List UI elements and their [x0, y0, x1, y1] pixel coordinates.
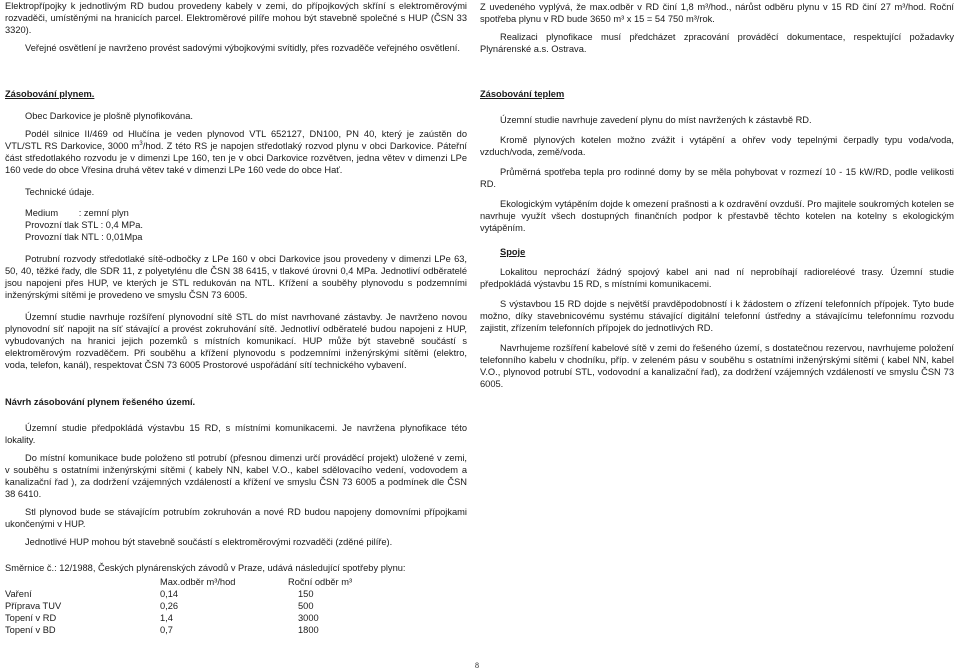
page-number: 8: [475, 661, 479, 670]
table-header-row: [5, 576, 352, 588]
table-cell: Vaření: [5, 589, 32, 599]
table-cell: 3000: [298, 613, 319, 623]
table-row: [5, 624, 352, 636]
heat-section: [480, 88, 954, 234]
gas-summary-section: [480, 1, 954, 55]
table-header-cell: Max.odběr m³/hod: [160, 577, 236, 587]
table-row: [5, 588, 352, 600]
solution-paragraph-2: Do místní komunikace bude položeno stl potrubí (přesnou dimenzi určí prováděcí projekt) uložené v zemi, v souběhu s ostatními inženýrskými sítěmi ( kabely NN, kabel V.O., kabel sdělovacího vedení, vodovodem a kanalizační řad ), za dodržení vzájemných vzdáleností a křížení ve smyslu ČSN 73 6005 a podmínek dle ČSN 38 6410.: [5, 453, 467, 499]
heat-paragraph-4: Ekologickým vytápěním dojde k omezení prašnosti a k ozdravění ovzduší. Pro majitele soukromých kotelen se navrhuje využít všech dostupných finančních podpor k přestavbě těchto kotelen na kotelny s ekologickým vytápěním.: [480, 199, 954, 233]
electric-paragraph: Elektropřípojky k jednotlivým RD budou provedeny kabely v zemi, do přípojkových skříní s elektroměrovými rozvaděči, umístěnými na hranicích parcel. Elektroměrové pilíře mohou být stavebně společné s HUP (ČSN 33 3320).: [5, 1, 467, 35]
gas-summary-paragraph: Z uvedeného vyplývá, že max.odběr v RD činí 1,8 m³/hod., nárůst odběru plynu v 15 RD činí 27 m³/hod. Roční spotřeba plynu v RD bude 3650 m³ x 15 = 54 750 m³/rok.: [480, 2, 954, 24]
solution-paragraph-4: Jednotlivé HUP mohou být stavebně součástí s elektroměrovými rozvaděči (zděné pilíře).: [25, 537, 393, 547]
tech-title: Technické údaje.: [25, 187, 95, 197]
gas-paragraph-3: Potrubní rozvody středotlaké sítě-odbočky z LPe 160 v obci Darkovice jsou provedeny v dimenzi LPe 63, 50, 40, těžké řady, dle SDR 11, z polyetylénu dle ČSN 38 6415, v tlakové úrovni 0,4 MPa. Jednotliví odběratelé jsou napojeni přes HUP, ve kterých je STL redukován na NTL. Křížení a souběhy plynovodu s podzemními inženýrskými sítěmi je provedeno ve smyslu ČSN 73 6005.: [5, 254, 467, 300]
table-cell: Topení v BD: [5, 625, 56, 635]
tech-medium: Medium : zemní plyn: [25, 208, 129, 218]
heat-paragraph-3: Průměrná spotřeba tepla pro rodinné domy by se měla pohybovat v rozmezí 10 - 15 kW/RD, podle velikosti RD.: [480, 167, 954, 189]
gas-solution-heading: Návrh zásobování plynem řešeného území.: [5, 397, 196, 407]
table-row: [5, 600, 352, 612]
table-header-cell: [5, 576, 160, 588]
gas-paragraph-1: Obec Darkovice je plošně plynofikována.: [25, 111, 193, 121]
solution-paragraph-3: Stl plynovod bude se stávajícím potrubím zokruhován a nové RD budou napojeny domovními přípojkami ukončenými v HUP.: [5, 507, 467, 529]
communications-heading: Spoje: [500, 247, 526, 257]
heat-paragraph-2: Kromě plynových kotelen možno zvážit i vytápění a ohřev vody tepelnými čerpadly typu voda/voda, vzduch/voda, země/voda.: [480, 135, 954, 157]
table-cell: Příprava TUV: [5, 601, 62, 611]
communications-section: [480, 246, 954, 390]
gas-paragraph-4: Územní studie navrhuje rozšíření plynovodní sítě STL do míst navrhované zástavby. Je navrženo novou plynovodní síť napojit na síť stávající a provést zokruhování sítě. Jednotliví odběratelé budou napojeni z HUP, vybudovaných na hranici jejich pozemků s místních komunikací. HUP může být stavebně součástí s elektroměrovým rozvaděčem. Při souběhu a křížení plynovodu s podzemními inženýrskými sítěmi (elektro, voda, telefon, kanál), respektovat ČSN 73 6005 Prostorové uspořádání sítí technického vybavení.: [5, 312, 467, 370]
table-row: [5, 612, 352, 624]
gas-solution-section: [5, 396, 467, 636]
table-cell: 0,7: [160, 625, 173, 635]
lighting-paragraph: Veřejné osvětlení je navrženo provést sadovými výbojkovými svítidly, přes rozvaděče veřejného osvětlení.: [25, 43, 460, 53]
communications-paragraph-1: Lokalitou neprochází žádný spojový kabel ani nad ní neprobíhají radioreléové trasy. Územní studie předpokládá výstavbu 15 RD, s místními komunikacemi.: [480, 267, 954, 289]
table-cell: 0,26: [160, 601, 179, 611]
gas-heading: Zásobování plynem.: [5, 89, 95, 99]
gas-documentation-paragraph: Realizaci plynofikace musí předcházet zpracování prováděcí dokumentace, respektující požadavky Plynárenské a.s. Ostrava.: [480, 32, 954, 54]
table-cell: 500: [298, 601, 314, 611]
tech-ntl-pressure: Provozní tlak NTL : 0,01Mpa: [25, 232, 143, 242]
table-cell: 150: [298, 589, 314, 599]
communications-paragraph-2: S výstavbou 15 RD dojde s největší pravděpodobností i k žádostem o zřízení telefonních přípojek. Tyto bude možno, díky stavebnicovému systému stávající digitální telefonní ústředny a stávajícímu telefonnímu rozvodu zajistit, zřízením telefonních přípojek do jednotlivých RD.: [480, 299, 954, 333]
table-cell: 1800: [298, 625, 319, 635]
communications-paragraph-3: Navrhujeme rozšíření kabelové sítě v zemi do řešeného území, s dostatečnou rezervou, navrhujeme položení telefonního kabelu v chodníku, příp. v zeleném pásu v souběhu s ostatními inženýrskými sítěmi ( kabel NN, kabel V.O., plynovod potrubí STL, vodovodní a kanalizační řad), za dodržení vzájemných vzdáleností ve smyslu ČSN 73 6005.: [480, 343, 954, 389]
table-cell: Topení v RD: [5, 613, 57, 623]
table-header-cell: Roční odběr m³: [288, 577, 353, 587]
gas-paragraph-2: Podél silnice II/469 od Hlučína je veden plynovod VTL 652127, DN100, PN 40, který je zaústěn do VTL/STL RS Darkovice, 3000 $m^3$/hod. Z této RS je napojen středotlaký rozvod plynu v obci Darkovice. Páteřní část středotlakého rozvodu je v dimenzi Lpe 160, ten je v obci Darkovice rozvětven, jedna větev v dimenzi LPe 160 vede do obce Vřesina druhá větev také v dimenzi LPe 160 vede do obce Hať.: [5, 129, 467, 175]
table-cell: 0,14: [160, 589, 179, 599]
gas-consumption-table: [5, 576, 352, 636]
heat-paragraph-1: Územní studie navrhuje zavedení plynu do míst navržených k zástavbě RD.: [500, 115, 812, 125]
norm-title: Směrnice č.: 12/1988, Českých plynárenských závodů v Praze, udává následující spotřeby plynu:: [5, 563, 406, 573]
solution-paragraph-1: Územní studie předpokládá výstavbu 15 RD, s místními komunikacemi. Je navržena plynofikace této lokality.: [5, 423, 467, 445]
table-cell: 1,4: [160, 613, 173, 623]
gas-section: [5, 88, 467, 371]
heat-heading: Zásobování teplem: [480, 89, 565, 99]
electric-section: [5, 0, 467, 54]
tech-stl-pressure: Provozní tlak STL : 0,4 MPa.: [25, 220, 143, 230]
